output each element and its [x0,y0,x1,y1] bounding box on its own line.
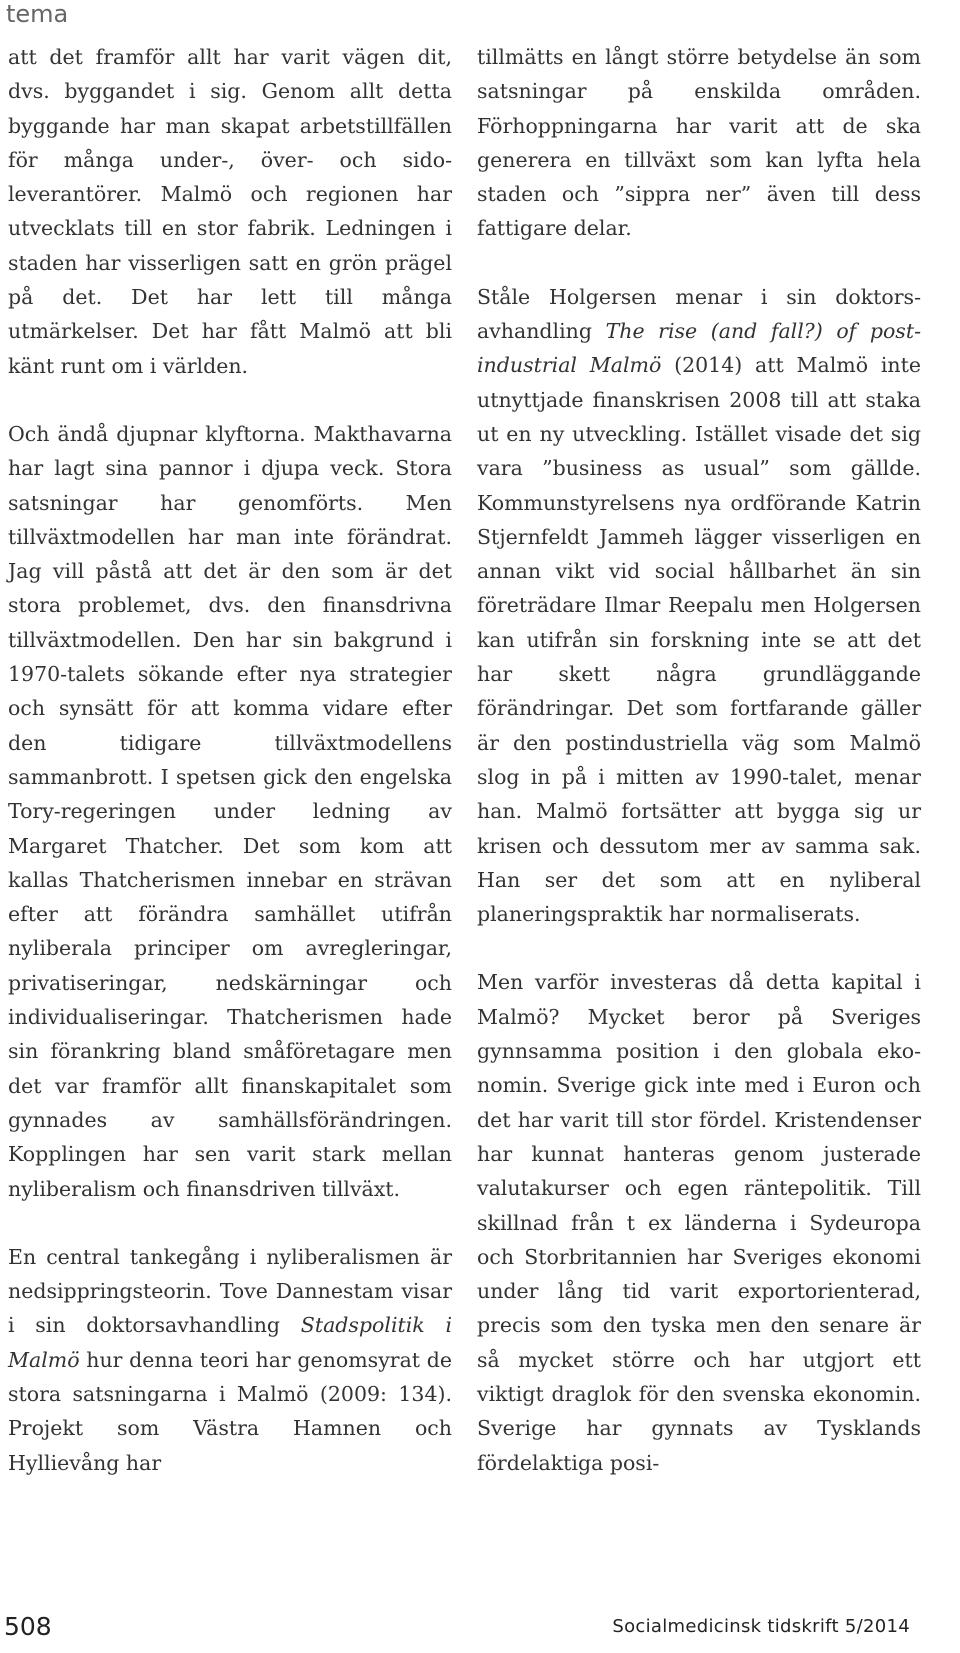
paragraph: Och ändå djupnar klyftorna. Makthavarna har lagt sina pannor i djupa veck. Stora satsningar har genomförts. Men tillväxtmodellen har man inte förändrat. Jag vill påstå att det är den som är det stora problemet, dvs. den finansdrivna tillväxtmodellen. Den har sin bakgrund i 1970-talets sökande efter nya strategier och synsätt för att komma vidare efter den tidigare tillväxtmodellens sammanbrott. I spetsen gick den engelska Tory-regeringen under ledning av Margaret Thatcher. Det som kom att kallas Thatcherismen innebar en strävan efter att förändra samhället utifrån nyliberala principer om avregleringar, privatiseringar, nedskärningar och individualiseringar. Thatcherismen hade sin förankring bland småföretagare men det var framför allt finanskapitalet som gynnades av samhällsförändringen. Kopplingen har sen varit stark mellan nyliberalism och finansdriven tillväxt. [8,421,452,1201]
cited-title: The rise (and fall?) of postindustrial Malmö [477,319,921,378]
paragraph-text: (2014) att Malmö inte utnyttjade finanskrisen 2008 till att staka ut en ny utveckling. Istället visade det sig vara ”business as usual” som gällde. Kommunstyrelsens nya ordförande Katrin Stjernfeldt Jammeh lägger visserligen en annan vikt vid social hållbarhet än sin företrädare Ilmar Reepalu men Holgersen kan utifrån sin forskning inte se att det har skett några grundläggande förändringar. Det som fortfarande gäller är den postindustriella väg som Malmö slog in på i mitten av 1990-talet, menar han. Malmö fortsätter att bygga sig ur krisen och dessutom mer av samma sak. Han ser det som att en nyliberal planeringspraktik har normaliserats. [477,353,921,927]
paragraph-text: hur denna teori har genomsyrat de stora satsningarna i Malmö (2009: 134). Projekt som Västra Hamnen och Hyllievång har [8,1347,452,1475]
section-label: tema [6,0,69,28]
journal-name: Socialmedicinsk tidskrift 5/2014 [612,1616,910,1637]
paragraph: Men varför investeras då detta kapital i Malmö? Mycket beror på Sveriges gynnsamma position i den globala ekonomin. Sverige gick inte med i Euron och det har varit till stor fördel. Kristendenser har kunnat hanteras genom justerade valutakurser och egen räntepolitik. Till skillnad från t ex länderna i Sydeuropa och Storbritannien har Sveriges ekonomi under lång tid varit exportorienterad, precis som den tyska men den senare är så mycket större och har utgjort ett viktigt draglok för den svenska ekonomin. Sverige har gynnats av Tysklands fördelaktiga posi- [477,970,921,1475]
paragraph-text: En central tankegång i nyliberalismen är nedsippringsteorin. Tove Dannestam visar i sin doktorsavhandling [8,1244,452,1338]
cited-title: Stadspolitik i Malmö [8,1313,452,1372]
left-column [8,40,452,1480]
paragraph-text: Ståle Holgersen menar i sin doktorsavhandling [477,284,921,344]
paragraph: att det framför allt har varit vägen dit, dvs. byggandet i sig. Genom allt detta byggande har man skapat arbetstillfällen för många under-, över- och sidoleverantörer. Malmö och regionen har utvecklats till en stor fabrik. Ledningen i staden har visserligen satt en grön prägel på det. Det har lett till många utmärkelser. Det har fått Malmö att bli känt runt om i världen. [8,45,452,378]
paragraph: tillmätts en långt större betydelse än som satsningar på enskilda områden. Förhoppningarna har varit att de ska generera en tillväxt som kan lyfta hela staden och ”sippra ner” även till dess fattigare delar. [477,45,921,241]
page-number: 508 [4,1612,52,1641]
paragraph [8,1240,452,1480]
right-column [477,40,921,1480]
paragraph [477,280,921,932]
